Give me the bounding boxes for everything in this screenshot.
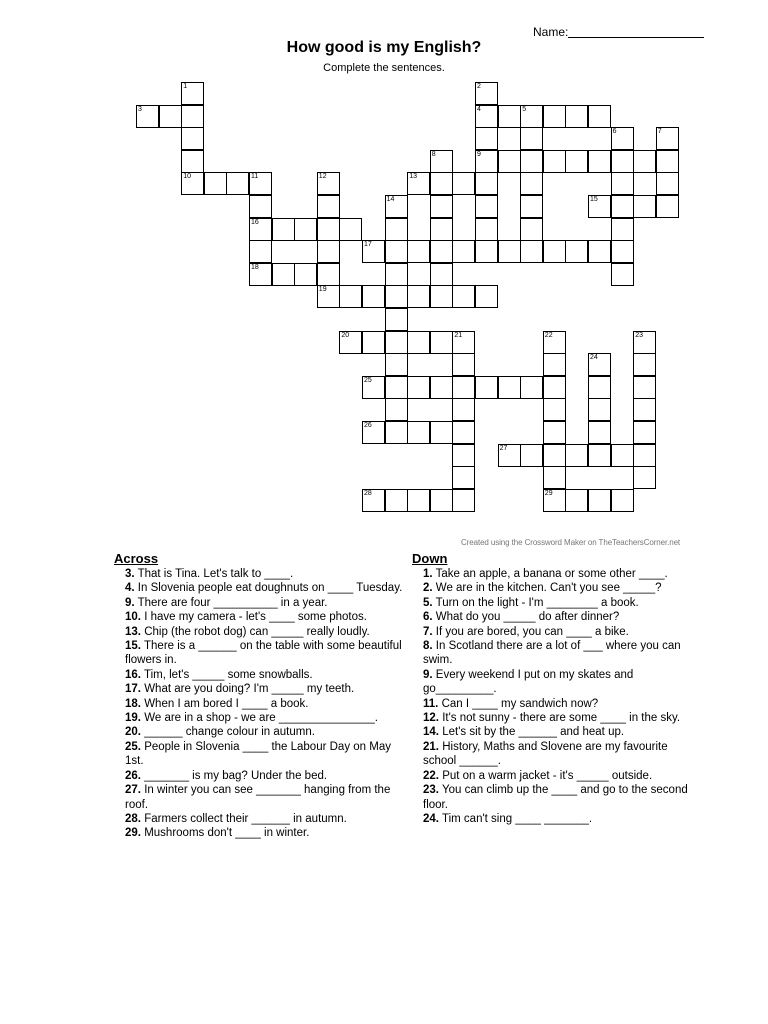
crossword-cell[interactable] <box>339 218 362 241</box>
clue-text: History, Maths and Slovene are my favourite school ______. <box>423 740 668 768</box>
crossword-cell[interactable] <box>633 195 656 218</box>
clue-text: What are you doing? I'm _____ my teeth. <box>144 683 355 696</box>
cell-number: 21 <box>454 331 463 339</box>
crossword-cell[interactable] <box>181 82 204 105</box>
crossword-cell[interactable] <box>611 218 634 241</box>
crossword-cell[interactable] <box>362 489 385 512</box>
down-clue <box>412 740 702 769</box>
crossword-cell[interactable] <box>294 263 317 286</box>
clue-text: Can I ____ my sandwich now? <box>441 697 599 710</box>
crossword-cell[interactable] <box>543 353 566 376</box>
crossword-cell[interactable] <box>588 376 611 399</box>
across-clue <box>114 682 404 696</box>
crossword-cell[interactable] <box>385 376 408 399</box>
crossword-cell[interactable] <box>181 105 204 128</box>
crossword-cell[interactable] <box>656 150 679 173</box>
crossword-cell[interactable] <box>362 376 385 399</box>
cell-number: 25 <box>364 376 372 384</box>
crossword-cell[interactable] <box>543 466 566 489</box>
crossword-cell[interactable] <box>543 421 566 444</box>
crossword-cell[interactable] <box>317 195 340 218</box>
crossword-cell[interactable] <box>475 82 498 105</box>
crossword-cell[interactable] <box>588 444 611 467</box>
crossword-cell[interactable] <box>633 466 656 489</box>
crossword-cell[interactable] <box>317 263 340 286</box>
crossword-cell[interactable] <box>543 376 566 399</box>
crossword-cell[interactable] <box>611 240 634 263</box>
crossword-cell[interactable] <box>611 150 634 173</box>
down-clue <box>412 581 702 595</box>
crossword-cell[interactable] <box>475 240 498 263</box>
crossword-cell[interactable] <box>633 398 656 421</box>
down-clue <box>412 625 702 639</box>
crossword-cell[interactable] <box>520 105 543 128</box>
crossword-cell[interactable] <box>430 263 453 286</box>
clue-text: Take an apple, a banana or some other ____. <box>435 568 668 580</box>
crossword-cell[interactable] <box>611 489 634 512</box>
across-clue <box>114 740 404 769</box>
clue-number: 17. <box>125 683 141 696</box>
crossword-cell[interactable] <box>317 218 340 241</box>
down-clue <box>412 596 702 610</box>
cell-number: 10 <box>183 173 191 181</box>
crossword-cell[interactable] <box>430 421 453 444</box>
crossword-cell[interactable] <box>385 195 408 218</box>
clue-text: There is a ______ on the table with some beautiful flowers in. <box>125 640 402 667</box>
clue-text: I have my camera - let's ____ some photos. <box>144 611 367 624</box>
cell-number: 13 <box>409 173 417 181</box>
across-clue <box>114 769 404 783</box>
crossword-cell[interactable] <box>656 127 679 150</box>
crossword-cell[interactable] <box>565 105 588 128</box>
clue-number: 12. <box>423 712 439 725</box>
across-clue <box>114 625 404 639</box>
crossword-cell[interactable] <box>520 150 543 173</box>
crossword-cell[interactable] <box>226 172 249 195</box>
clue-number: 10. <box>125 611 141 624</box>
across-clue <box>114 581 404 595</box>
crossword-cell[interactable] <box>543 444 566 467</box>
crossword-cell[interactable] <box>452 398 475 421</box>
cell-number: 22 <box>544 331 553 339</box>
cell-number: 16 <box>251 218 259 226</box>
cell-number: 19 <box>318 286 327 294</box>
crossword-cell[interactable] <box>204 172 227 195</box>
cell-number: 24 <box>590 354 598 362</box>
clue-number: 14. <box>423 726 439 739</box>
crossword-cell[interactable] <box>317 285 340 308</box>
across-list <box>114 567 404 841</box>
cell-number: 8 <box>431 150 436 158</box>
crossword-cell[interactable] <box>520 444 543 467</box>
clue-text: What do you _____ do after dinner? <box>435 611 620 624</box>
crossword-cell[interactable] <box>656 195 679 218</box>
across-heading: Across <box>114 551 159 566</box>
crossword-cell[interactable] <box>475 105 498 128</box>
across-clue <box>114 697 404 711</box>
clue-number: 11. <box>423 697 439 710</box>
name-field[interactable] <box>533 25 704 39</box>
cell-number: 12 <box>318 173 327 181</box>
crossword-cell[interactable] <box>407 240 430 263</box>
crossword-cell[interactable] <box>588 240 611 263</box>
crossword-cell[interactable] <box>385 331 408 354</box>
crossword-cell[interactable] <box>475 150 498 173</box>
crossword-cell[interactable] <box>385 421 408 444</box>
page-subtitle: Complete the sentences. <box>323 62 445 74</box>
crossword-cell[interactable] <box>181 172 204 195</box>
down-clue <box>412 668 702 697</box>
across-clue <box>114 725 404 739</box>
crossword-cell[interactable] <box>656 172 679 195</box>
crossword-cell[interactable] <box>272 263 295 286</box>
clue-text: _______ is my bag? Under the bed. <box>144 769 328 782</box>
clue-number: 7. <box>423 625 433 638</box>
crossword-cell[interactable] <box>633 353 656 376</box>
crossword-cell[interactable] <box>452 240 475 263</box>
crossword-cell[interactable] <box>520 218 543 241</box>
cell-number: 20 <box>341 331 350 339</box>
crossword-cell[interactable] <box>407 376 430 399</box>
clue-number: 15. <box>125 640 141 653</box>
clue-text: Every weekend I put on my skates and go_________. <box>423 668 634 696</box>
down-clue <box>412 812 702 826</box>
cell-number: 9 <box>477 150 481 158</box>
clue-number: 1. <box>423 568 433 580</box>
crossword-cell[interactable] <box>385 308 408 331</box>
clue-text: In winter you can see _______ hanging from the roof. <box>125 784 391 811</box>
crossword-cell[interactable] <box>588 353 611 376</box>
across-clue <box>114 826 404 840</box>
crossword-cell[interactable] <box>249 195 272 218</box>
cell-number: 17 <box>364 241 372 249</box>
crossword-cell[interactable] <box>588 150 611 173</box>
cell-number: 7 <box>657 128 662 136</box>
down-clue <box>412 725 702 739</box>
clue-text: Put on a warm jacket - it's _____ outside. <box>442 769 653 782</box>
down-clue <box>412 610 702 624</box>
crossword-cell[interactable] <box>430 172 453 195</box>
crossword-cell[interactable] <box>452 466 475 489</box>
name-label: Name: <box>533 25 569 39</box>
clue-number: 2. <box>423 582 433 595</box>
crossword-cell[interactable] <box>452 172 475 195</box>
crossword-cell[interactable] <box>294 218 317 241</box>
crossword-cell[interactable] <box>543 240 566 263</box>
clue-number: 24. <box>423 812 439 825</box>
crossword-cell[interactable] <box>588 421 611 444</box>
clue-number: 3. <box>125 568 135 580</box>
crossword-cell[interactable] <box>452 331 475 354</box>
crossword-cell[interactable] <box>362 285 385 308</box>
crossword-cell[interactable] <box>159 105 182 128</box>
cell-number: 11 <box>251 173 259 181</box>
clue-text: It's not sunny - there are some ____ in the sky. <box>442 712 681 725</box>
crossword-cell[interactable] <box>452 489 475 512</box>
crossword-cell[interactable] <box>385 353 408 376</box>
cell-number: 6 <box>612 128 617 136</box>
cell-number: 23 <box>635 331 643 339</box>
down-clues <box>412 551 702 826</box>
crossword-cell[interactable] <box>385 240 408 263</box>
crossword-cell[interactable] <box>475 285 498 308</box>
crossword-cell[interactable] <box>633 376 656 399</box>
crossword-cell[interactable] <box>452 285 475 308</box>
clue-number: 16. <box>125 668 141 681</box>
crossword-cell[interactable] <box>385 263 408 286</box>
crossword-cell[interactable] <box>339 331 362 354</box>
crossword-cell[interactable] <box>407 285 430 308</box>
crossword-cell[interactable] <box>181 127 204 150</box>
clue-number: 22. <box>423 769 439 782</box>
crossword-cell[interactable] <box>520 127 543 150</box>
cell-number: 5 <box>522 105 527 113</box>
clue-text: People in Slovenia ____ the Labour Day on May 1st. <box>125 740 391 768</box>
clue-text: Turn on the light - I'm ________ a book. <box>435 596 639 609</box>
clue-text: Tim, let's _____ some snowballs. <box>144 668 313 681</box>
crossword-cell[interactable] <box>407 489 430 512</box>
crossword-cell[interactable] <box>565 240 588 263</box>
crossword-cell[interactable] <box>430 331 453 354</box>
across-clue <box>114 668 404 682</box>
crossword-cell[interactable] <box>498 240 521 263</box>
crossword-cell[interactable] <box>611 444 634 467</box>
crossword-cell[interactable] <box>498 150 521 173</box>
clue-number: 27. <box>125 784 141 797</box>
crossword-cell[interactable] <box>543 331 566 354</box>
clue-text: When I am bored I ____ a book. <box>144 697 309 710</box>
crossword-cell[interactable] <box>565 489 588 512</box>
clue-number: 28. <box>125 812 141 825</box>
crossword-cell[interactable] <box>452 376 475 399</box>
crossword-cell[interactable] <box>430 150 453 173</box>
clue-text: There are four __________ in a year. <box>137 596 328 609</box>
clue-text: That is Tina. Let's talk to ____. <box>137 568 294 580</box>
cell-number: 2 <box>477 83 481 90</box>
clue-number: 9. <box>125 596 135 609</box>
down-clue <box>412 783 702 812</box>
cell-number: 15 <box>590 196 598 203</box>
clue-number: 20. <box>125 726 141 739</box>
crossword-cell[interactable] <box>385 489 408 512</box>
cell-number: 27 <box>499 444 508 452</box>
clue-text: Chip (the robot dog) can _____ really loudly. <box>144 625 370 638</box>
down-list <box>412 567 702 826</box>
crossword-cell[interactable] <box>430 376 453 399</box>
crossword-cell[interactable] <box>475 172 498 195</box>
down-clue <box>412 567 702 581</box>
clue-number: 4. <box>125 582 135 595</box>
crossword-cell[interactable] <box>407 172 430 195</box>
down-heading: Down <box>412 551 448 566</box>
clue-number: 26. <box>125 769 141 782</box>
crossword-cell[interactable] <box>633 331 656 354</box>
crossword-cell[interactable] <box>498 105 521 128</box>
clue-text: In Slovenia people eat doughnuts on ____ Tuesday. <box>137 582 403 595</box>
across-clue <box>114 812 404 826</box>
credit-text: Created using the Crossword Maker on TheTeachersCorner.net <box>461 538 681 547</box>
crossword-cell[interactable] <box>430 489 453 512</box>
name-blank[interactable] <box>568 25 704 38</box>
crossword-cell[interactable] <box>611 195 634 218</box>
crossword-cell[interactable] <box>385 285 408 308</box>
crossword-cell[interactable] <box>520 172 543 195</box>
clue-number: 5. <box>423 596 433 609</box>
crossword-cell[interactable] <box>543 105 566 128</box>
clue-text: We are in the kitchen. Can't you see _____? <box>435 582 662 595</box>
across-clue <box>114 783 404 812</box>
crossword-cell[interactable] <box>362 331 385 354</box>
clue-text: You can climb up the ____ and go to the second floor. <box>423 784 688 811</box>
clue-number: 21. <box>423 740 439 753</box>
across-clue <box>114 596 404 610</box>
crossword-cell[interactable] <box>430 240 453 263</box>
crossword-cell[interactable] <box>249 263 272 286</box>
across-clues <box>114 551 404 841</box>
crossword-cell[interactable] <box>362 421 385 444</box>
crossword-cell[interactable] <box>475 218 498 241</box>
down-clue <box>412 639 702 668</box>
crossword-cell[interactable] <box>633 444 656 467</box>
crossword-cell[interactable] <box>430 218 453 241</box>
crossword-cell[interactable] <box>249 218 272 241</box>
cell-number: 14 <box>386 196 395 203</box>
cell-number: 18 <box>251 263 259 271</box>
cell-number: 4 <box>477 105 481 113</box>
clue-number: 19. <box>125 712 141 725</box>
clue-number: 29. <box>125 827 141 840</box>
down-clue <box>412 711 702 725</box>
clue-number: 18. <box>125 697 141 710</box>
crossword-cell[interactable] <box>611 172 634 195</box>
across-clue <box>114 610 404 624</box>
crossword-cell[interactable] <box>588 398 611 421</box>
crossword-cell[interactable] <box>452 353 475 376</box>
crossword-cell[interactable] <box>565 444 588 467</box>
crossword-cell[interactable] <box>520 195 543 218</box>
crossword-cell[interactable] <box>498 444 521 467</box>
clue-text: Farmers collect their ______ in autumn. <box>144 812 347 825</box>
crossword-cell[interactable] <box>339 285 362 308</box>
crossword-cell[interactable] <box>136 105 159 128</box>
across-clue <box>114 711 404 725</box>
down-clue <box>412 697 702 711</box>
clue-text: In Scotland there are a lot of ___ where you can swim. <box>423 640 681 667</box>
crossword-cell[interactable] <box>181 150 204 173</box>
crossword-cell[interactable] <box>543 150 566 173</box>
crossword-cell[interactable] <box>611 127 634 150</box>
crossword-cell[interactable] <box>475 195 498 218</box>
clue-text: We are in a shop - we are _______________. <box>144 712 378 725</box>
crossword-cell[interactable] <box>543 489 566 512</box>
page-title: How good is my English? <box>286 39 482 56</box>
cell-number: 26 <box>364 422 372 429</box>
crossword-cell[interactable] <box>430 285 453 308</box>
clue-number: 25. <box>125 740 141 753</box>
cell-number: 3 <box>138 105 142 113</box>
crossword-cell[interactable] <box>317 172 340 195</box>
crossword-cell[interactable] <box>249 172 272 195</box>
crossword-cell[interactable] <box>633 421 656 444</box>
crossword-cell[interactable] <box>317 240 340 263</box>
crossword-cell[interactable] <box>498 376 521 399</box>
clue-text: Tim can't sing ____ _______. <box>442 812 593 825</box>
crossword-cell[interactable] <box>520 376 543 399</box>
crossword-cell[interactable] <box>520 240 543 263</box>
across-clue <box>114 639 404 668</box>
crossword-cell[interactable] <box>633 150 656 173</box>
clue-number: 9. <box>423 668 433 681</box>
crossword-cell[interactable] <box>272 218 295 241</box>
crossword-cell[interactable] <box>385 398 408 421</box>
crossword-cell[interactable] <box>249 240 272 263</box>
crossword-cell[interactable] <box>362 240 385 263</box>
crossword-cell[interactable] <box>385 218 408 241</box>
clue-number: 8. <box>423 640 433 653</box>
crossword-cell[interactable] <box>452 444 475 467</box>
crossword-cell[interactable] <box>407 331 430 354</box>
crossword-cell[interactable] <box>565 150 588 173</box>
crossword-cell[interactable] <box>588 489 611 512</box>
crossword-cell[interactable] <box>407 421 430 444</box>
crossword-cell[interactable] <box>588 105 611 128</box>
clue-number: 23. <box>423 784 439 797</box>
cell-number: 1 <box>183 83 188 90</box>
crossword-cell[interactable] <box>588 195 611 218</box>
clue-text: Let's sit by the ______ and heat up. <box>442 726 625 739</box>
crossword-cell[interactable] <box>430 195 453 218</box>
clue-number: 13. <box>125 625 141 638</box>
clue-text: ______ change colour in autumn. <box>144 726 315 739</box>
crossword-cell[interactable] <box>611 263 634 286</box>
cell-number: 28 <box>364 489 372 497</box>
down-clue <box>412 769 702 783</box>
cell-number: 29 <box>544 489 553 497</box>
crossword-cell[interactable] <box>452 421 475 444</box>
clue-text: If you are bored, you can ____ a bike. <box>435 625 629 638</box>
clue-number: 6. <box>423 611 433 624</box>
crossword-cell[interactable] <box>543 398 566 421</box>
clue-text: Mushrooms don't ____ in winter. <box>144 827 310 840</box>
crossword-cell[interactable] <box>475 376 498 399</box>
crossword-cell[interactable] <box>475 127 498 150</box>
across-clue <box>114 567 404 581</box>
